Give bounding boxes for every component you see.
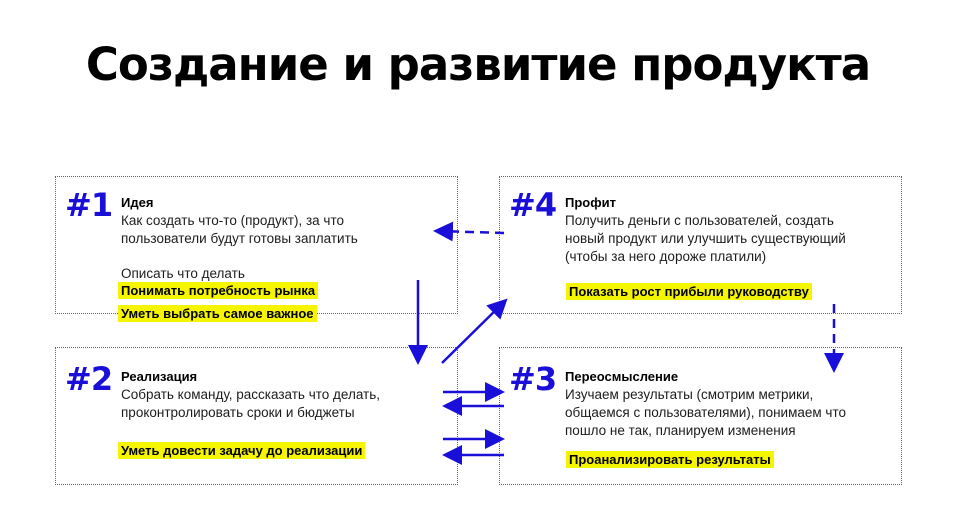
block-idea-heading: Идея <box>121 195 154 210</box>
block-idea-extra: Описать что делать <box>121 266 245 281</box>
block-profit-highlight-1: Показать рост прибыли руководству <box>566 283 812 300</box>
block-implementation-heading: Реализация <box>121 369 198 384</box>
arrow-profit-to-idea <box>438 231 504 233</box>
arrow-implementation-to-profit <box>442 302 504 363</box>
block-rethinking-number: #3 <box>509 360 557 398</box>
block-profit-description: Получить деньги с пользователей, создать новый продукт или улучшить существующий (чтобы за него дороже платили) <box>565 213 846 264</box>
block-rethinking-highlight-1: Проанализировать результаты <box>566 451 774 468</box>
block-rethinking-description: Изучаем результаты (смотрим метрики, общаемся с пользователями), понимаем что пошло не так, планируем изменения <box>565 387 846 438</box>
block-idea-highlight-2: Уметь выбрать самое важное <box>118 305 317 322</box>
block-implementation-description: Собрать команду, рассказать что делать, проконтролировать сроки и бюджеты <box>121 387 381 420</box>
block-idea-highlight-1: Понимать потребность рынка <box>118 282 318 299</box>
block-implementation-highlight-1: Уметь довести задачу до реализации <box>118 442 365 459</box>
block-profit-heading: Профит <box>565 195 616 210</box>
block-rethinking-heading: Переосмысление <box>565 369 679 384</box>
block-idea-description: Как создать что-то (продукт), за что пользователи будут готовы заплатить <box>121 213 358 246</box>
block-idea-number: #1 <box>65 186 113 224</box>
block-implementation-number: #2 <box>65 360 113 398</box>
block-profit-number: #4 <box>509 186 557 224</box>
page-title: Создание и развитие продукта <box>85 38 871 91</box>
